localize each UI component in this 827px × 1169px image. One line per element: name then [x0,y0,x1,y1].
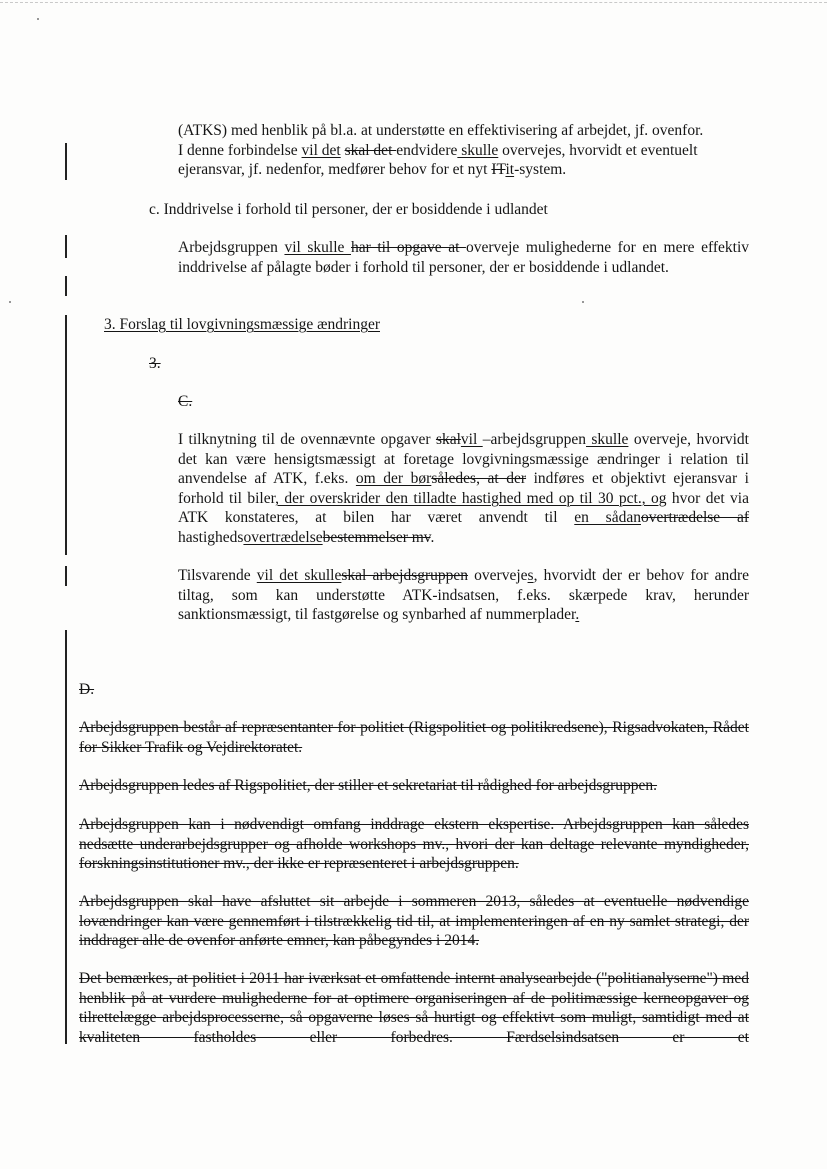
change-bar [65,276,67,296]
scan-top-edge [0,2,827,3]
atks-paragraph: (ATKS) med henblik på bl.a. at understøtte en effektivisering af arbejdet, jf. ovenfor. I denne forbindelse vil det skal det endvidere skulle overvejes, hvorvidt et eventuelt ejeransvar, jf. nedenfor, medfører behov for et nyt ITit-system. [178,122,704,178]
change-bar [65,566,67,586]
deleted-paragraph: Arbejdsgruppen består af repræsentanter for politiet (Rigspolitiet og politikredsene), Rigsadvokaten, Rådet for Sikker Trafik og Vejdirektoratet. [79,719,749,756]
section-c-paragraph: Arbejdsgruppen vil skulle har til opgave at overveje mulighederne for en mere effektiv inddrivelse af pålagte bøder i forhold til personer, der er bosiddende i udlandet. [178,239,749,276]
deleted-paragraph: Det bemærkes, at politiet i 2011 har iværksat et omfattende internt analysearbejde ("politianalyserne") med henblik på at vurdere mulighederne for at optimere organiseringen af de politimæssige kerneopgaver og tilrettelægge arbejdsprocesserne, så opgaverne løses så hurtigt og effektivt som muligt, samtidigt med at kvaliteten fastholdes eller forbedres. Færdselsindsatsen er et [79,970,749,1046]
deleted-paragraph: Arbejdsgruppen skal have afsluttet sit arbejde i sommeren 2013, således at eventuelle nødvendige lovændringer kan være gennemført i tilstrækkelig tid til, at implementeringen af en ny samlet strategi, der inddrager alle de ovenfor anførte emner, kan påbegyndes i 2014. [79,893,749,949]
deleted-letter: C. [178,393,193,410]
change-bar [65,315,67,555]
scan-speck [37,18,39,20]
scan-speck [582,301,584,303]
deleted-paragraph: Arbejdsgruppen ledes af Rigspolitiet, der stiller et sekretariat til rådighed for arbejdsgruppen. [79,777,658,794]
change-bar [65,143,67,180]
section-3-heading: 3. Forslag til lovgivningsmæssige ændringer [104,316,380,333]
deleted-number: 3. [149,355,161,372]
deleted-paragraph: Arbejdsgruppen kan i nødvendigt omfang inddrage ekstern ekspertise. Arbejdsgruppen kan således nedsætte underarbejdsgrupper og afholde workshops mv., hvori der kan deltage relevante myndigheder, forskningsinstitutioner mv., der ikke er repræsenteret i arbejdsgruppen. [79,816,749,872]
number-plate-paragraph: Tilsvarende vil det skulleskal arbejdsgruppen overvejes, hvorvidt der er behov for andre tiltag, som kan understøtte ATK-indsatsen, f.eks. skærpede krav, herunder sanktionsmæssigt, til fastgørelse og synbarhed af nummerplader. [178,567,750,623]
change-bar [65,235,67,258]
change-bar [65,630,67,1044]
legislation-paragraph: I tilknytning til de ovennævnte opgaver skalvil –arbejdsgruppen skulle overveje, hvorvidt det kan være hensigtsmæssigt at foretage lovgivningsmæssige ændringer i relation til anvendelse af ATK, f.eks. om der børsåledes, at der indføres et objektivt ejeransvar i forhold til biler, der overskrider den tilladte hastighed med op til 30 pct., og hvor det via ATK konstateres, at bilen har været anvendt til en sådanovertrædelse af hastighedsovertrædelsebestemmelser mv. [178,431,749,546]
section-c-heading: c. Inddrivelse i forhold til personer, der er bosiddende i udlandet [149,201,548,218]
deleted-section-d-letter: D. [79,681,95,698]
scan-speck [9,301,11,303]
